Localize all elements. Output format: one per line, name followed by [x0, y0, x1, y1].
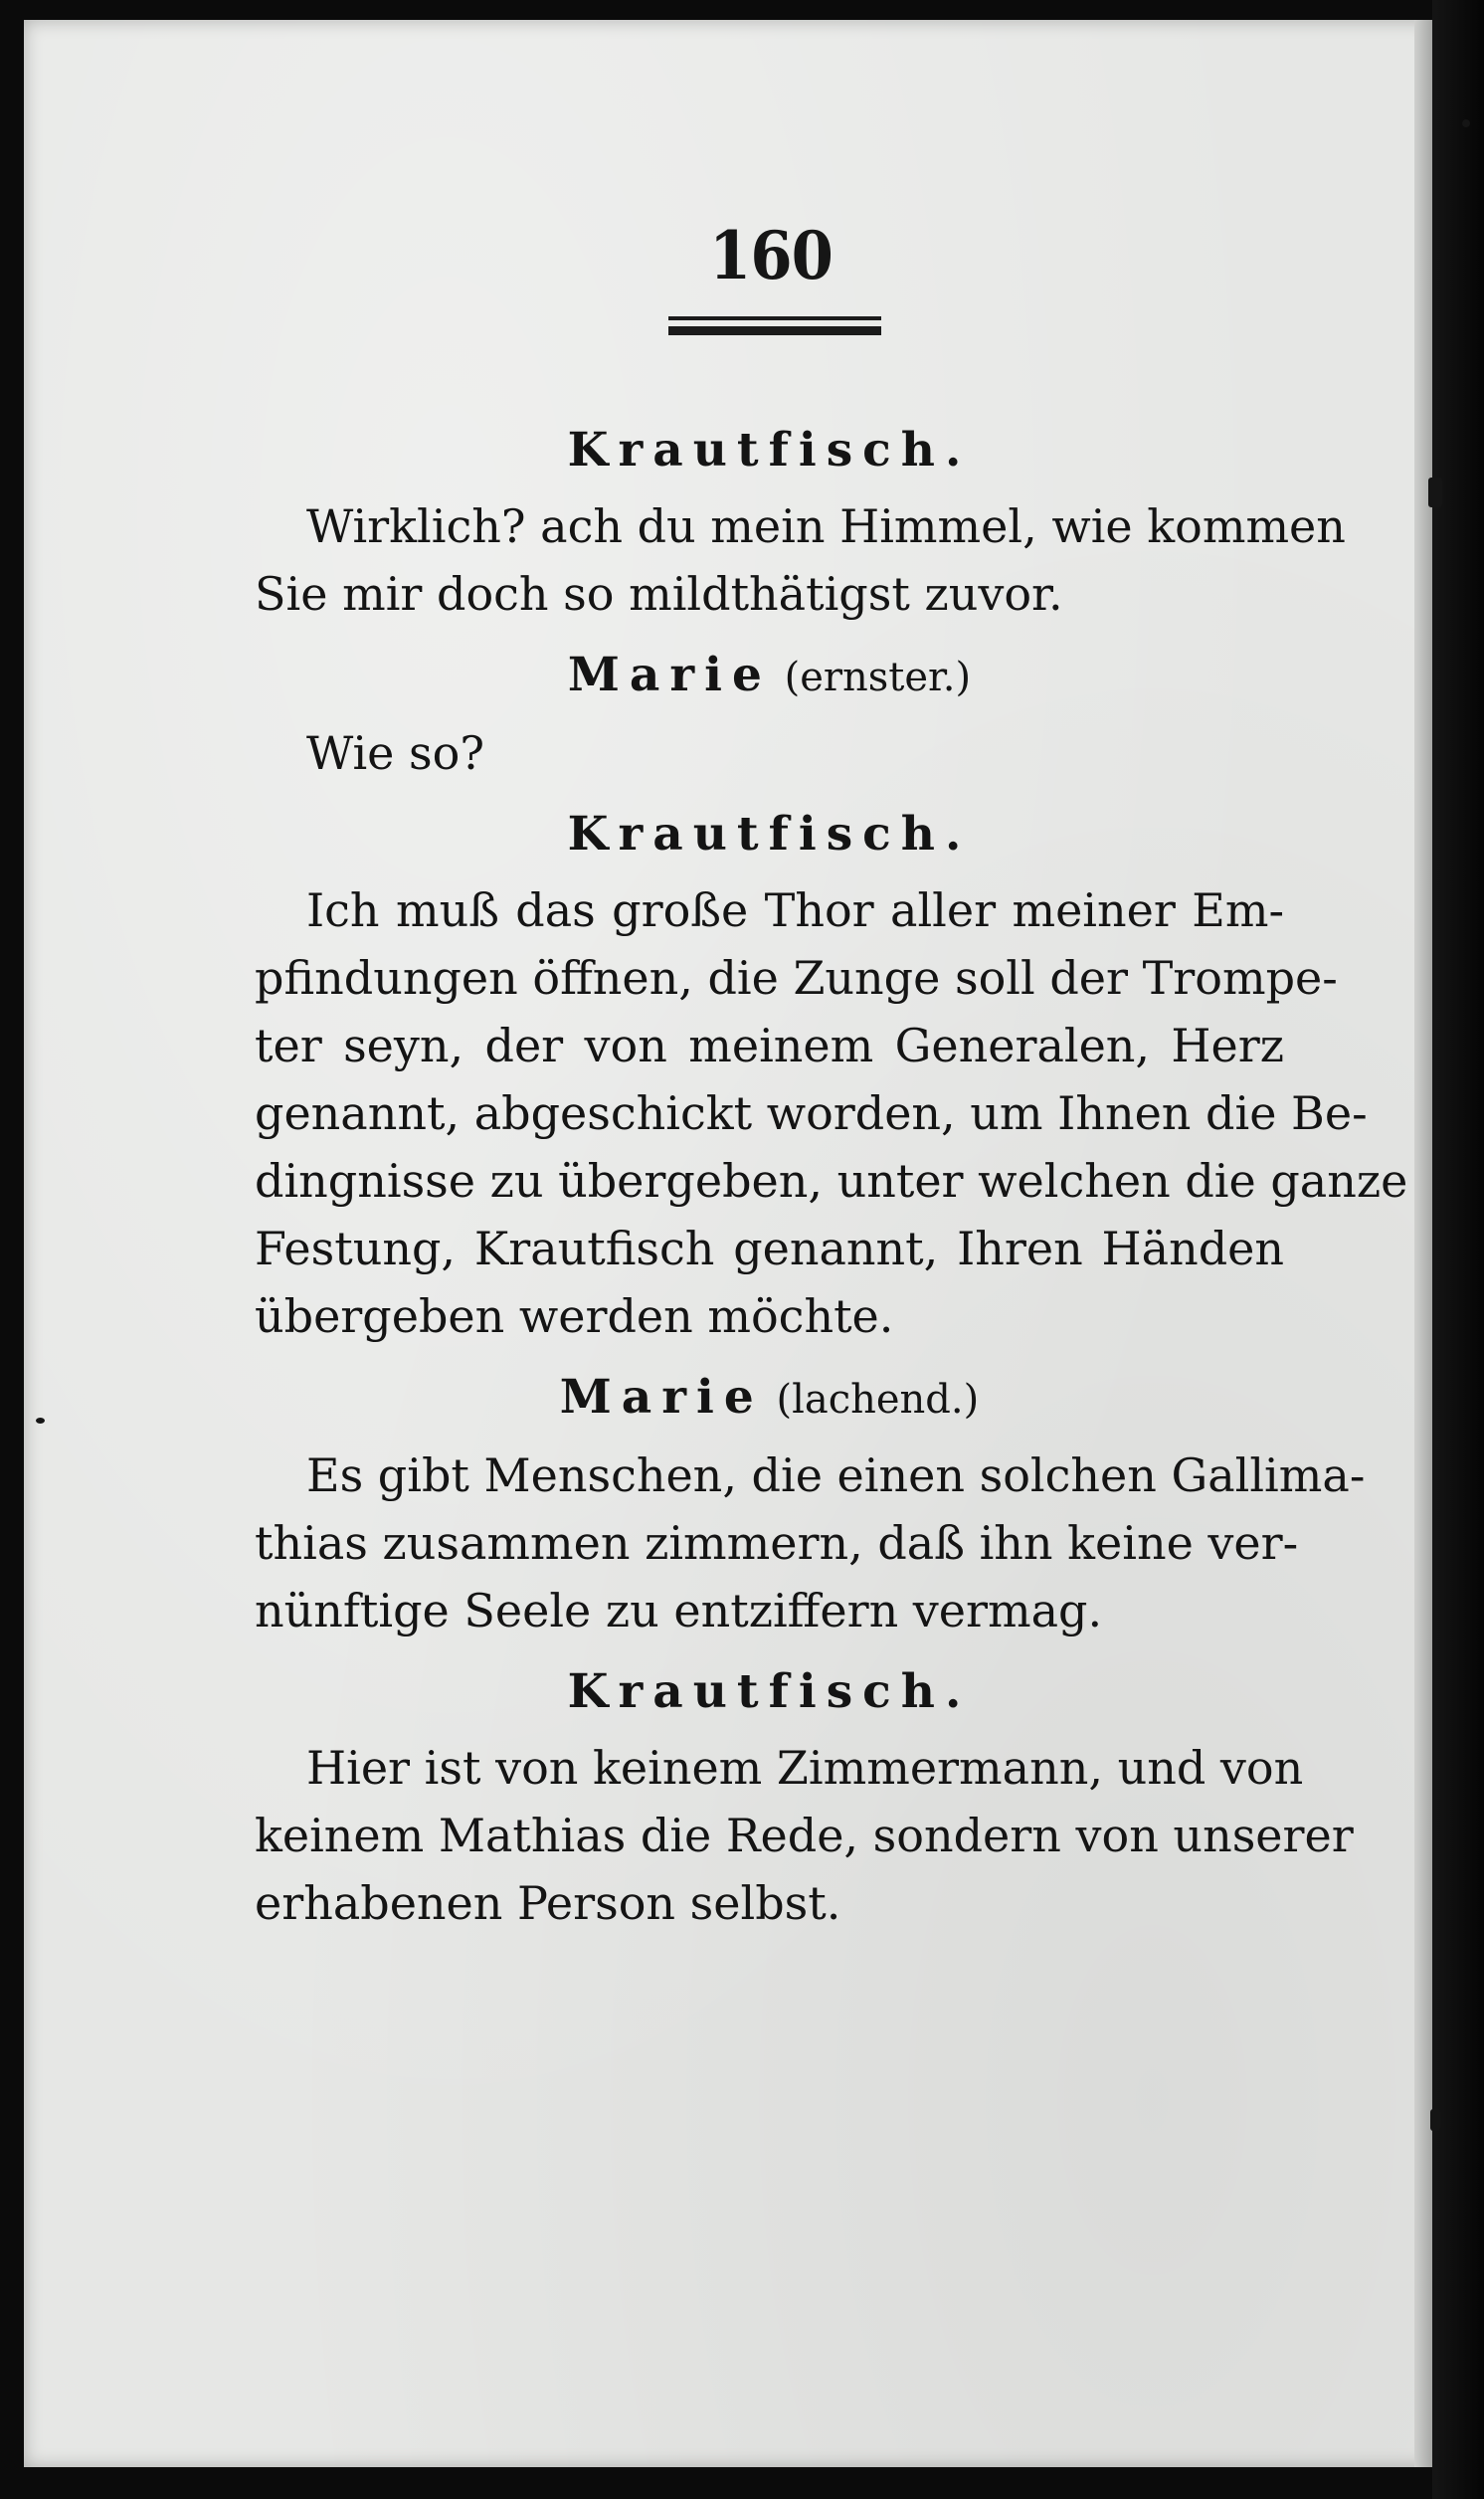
text-line: Ich muß das große Thor aller meiner Em- [306, 883, 1284, 937]
ink-speck [36, 1418, 45, 1424]
text-line: Festung, Krautfisch genannt, Ihren Händen [255, 1222, 1284, 1275]
ink-speck [1462, 119, 1470, 127]
speaker-heading [255, 642, 1284, 711]
speaker-heading [255, 1658, 1284, 1726]
text-line: keinem Mathias die Rede, sondern von unserer [255, 1809, 1354, 1862]
ink-speck [1428, 478, 1442, 507]
speaker-heading [255, 801, 1284, 868]
ink-speck [1430, 2109, 1440, 2131]
text-line: Hier ist von keinem Zimmermann, und von [306, 1741, 1304, 1795]
text-line: Wie so? [306, 726, 484, 780]
text-line: genannt, abgeschickt worden, um Ihnen die Be- [255, 1086, 1368, 1140]
header-rule [668, 316, 881, 320]
speaker-heading [255, 417, 1284, 484]
speaker-name: Krautfisch. [567, 423, 972, 478]
speech-paragraph [255, 1442, 1366, 1644]
text-line: pfindungen öffnen, die Zunge soll der Trompe- [255, 951, 1338, 1005]
page-number: 160 [709, 217, 833, 294]
speaker-name: Marie [567, 648, 772, 702]
speech-paragraph [255, 1734, 1354, 1937]
text-line: Wirklich? ach du mein Himmel, wie kommen [306, 499, 1346, 553]
speaker-heading [255, 1364, 1284, 1434]
text-line: thias zusammen zimmern, daß ihn keine ver- [255, 1516, 1299, 1570]
text-line: erhabenen Person selbst. [255, 1876, 841, 1930]
speech-paragraph [255, 876, 1408, 1350]
text-line: Sie mir doch so mildthätigst zuvor. [255, 567, 1063, 621]
header-rule-thick [668, 326, 881, 335]
stage-direction: (lachend.) [763, 1377, 980, 1423]
stage-direction: (ernster.) [771, 655, 972, 700]
speaker-name: Krautfisch. [567, 1664, 972, 1719]
text-line: ter seyn, der von meinem Generalen, Herz [255, 1019, 1284, 1072]
speaker-name: Marie [559, 1370, 764, 1425]
speech-paragraph [255, 492, 1346, 628]
speaker-name: Krautfisch. [567, 807, 972, 862]
text-line: dingnisse zu übergeben, unter welchen die ganze [255, 1154, 1408, 1208]
speech-paragraph [255, 719, 1284, 787]
play-text [255, 403, 1408, 1937]
text-line: Es gibt Menschen, die einen solchen Gallima- [306, 1448, 1366, 1502]
text-line: nünftige Seele zu entziffern vermag. [255, 1584, 1103, 1637]
text-line: übergeben werden möchte. [255, 1289, 894, 1343]
